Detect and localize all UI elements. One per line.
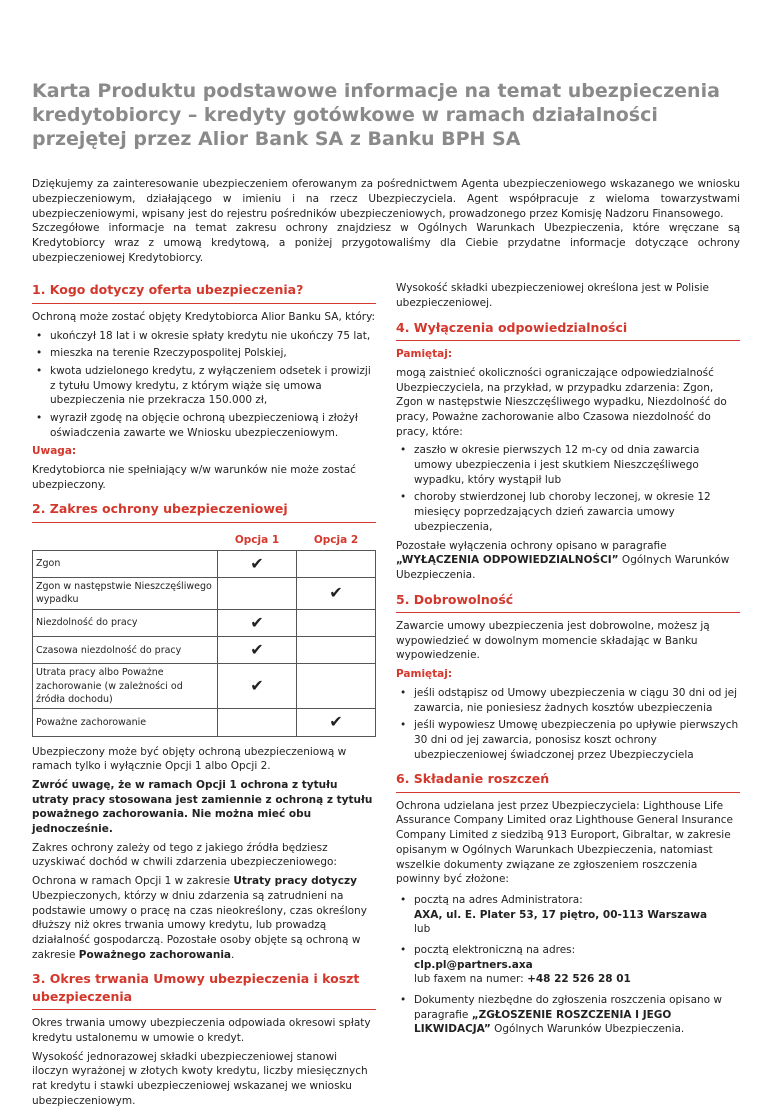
- table-cell: [297, 609, 376, 636]
- right-column: [396, 281, 740, 1112]
- paragraph: Kredytobiorca nie spełniający w/w warunków nie może zostać ubezpieczony.: [32, 464, 356, 491]
- table-cell: Zgon: [33, 550, 218, 577]
- list-item: • jeśli wypowiesz Umowę ubezpieczenia po upływie pierwszych 30 dni od jej zawarcia, ponosisz koszt ochrony ubezpieczeniowej świadczonej przez Ubezpieczyciela: [414, 718, 740, 762]
- note-label: Uwaga:: [32, 445, 77, 458]
- paragraph: Zakres ochrony zależy od tego z jakiego źródła będziesz uzyskiwać dochód w chwili zdarzenia ubezpieczeniowego:: [32, 841, 337, 869]
- fax-number: +48 22 526 28 01: [527, 973, 631, 986]
- table-row: [33, 550, 376, 577]
- exclusions-list: [396, 443, 740, 534]
- checkmark-icon: ✔: [297, 578, 376, 610]
- section-heading: 5. Dobrowolność: [396, 591, 740, 614]
- paragraph: Ochrona udzielana jest przez Ubezpieczyciela: Lighthouse Life Assurance Company Limited oraz Lighthouse General Insurance Company Limited z siedzibą 913 Europort, Gibraltar, w zakresie opisanym w Ogólnych Warunkach Ubezpieczenia, natomiast wszelkie dokumenty związane ze zgłoszeniem roszczenia powinny być złożone:: [396, 799, 733, 886]
- paragraph: Pozostałe wyłączenia ochrony opisano w paragrafie „WYŁĄCZENIA ODPOWIEDZIALNOŚCI” Ogólnych Warunków Ubezpieczenia.: [396, 539, 730, 581]
- note-label: Pamiętaj:: [396, 668, 453, 681]
- checkmark-icon: ✔: [297, 709, 376, 736]
- table-row: [33, 709, 376, 736]
- list-item: • choroby stwierdzonej lub choroby leczonej, w okresie 12 miesięcy poprzedzających dzień zawarcia umowy ubezpieczenia,: [414, 490, 740, 534]
- list-item: • mieszka na terenie Rzeczypospolitej Polskiej,: [50, 346, 376, 361]
- left-column: [32, 281, 376, 1112]
- table-row: [33, 609, 376, 636]
- section-heading: 2. Zakres ochrony ubezpieczeniowej: [32, 500, 376, 523]
- contact-electronic: • pocztą elektroniczną na adres: clp.pl@partners.axa lub faxem na numer: +48 22 526 28 01: [396, 943, 740, 987]
- checkmark-icon: ✔: [218, 664, 297, 709]
- checkmark-icon: ✔: [218, 609, 297, 636]
- table-row: [33, 664, 376, 709]
- section-heading: 4. Wyłączenia odpowiedzialności: [396, 319, 740, 342]
- paragraph: Ochroną może zostać objęty Kredytobiorca Alior Banku SA, który:: [32, 310, 376, 323]
- contact-documents: • Dokumenty niezbędne do zgłoszenia roszczenia opisano w paragrafie „ZGŁOSZENIE ROSZCZENIA I JEGO LIKWIDACJA” Ogólnych Warunków Ubezpieczenia.: [396, 993, 740, 1037]
- table-cell: [297, 550, 376, 577]
- email-address: clp.pl@partners.axa: [414, 958, 533, 971]
- checkmark-icon: ✔: [218, 637, 297, 664]
- paragraph: Wysokość jednorazowej składki ubezpieczeniowej stanowi iloczyn wyrażonej w złotych kwoty kredytu, liczby miesięcznych rat kredytu i stawki ubezpieczeniowej wskazanej we wniosku ubezpieczeniowym.: [32, 1050, 368, 1107]
- eligibility-list: [32, 329, 376, 441]
- paragraph: Ochrona w ramach Opcji 1 w zakresie Utraty pracy dotyczy Ubezpieczonych, którzy w dniu zdarzenia są zatrudnieni na podstawie umowy o pracę na czas nieokreślony, czas określony dłuższy niż okres trwania umowy kredytu, lub prowadzą działalność gospodarczą. Pozostałe osoby objęte są ochroną w zakresie Poważnego zachorowania.: [32, 875, 367, 961]
- checkmark-icon: ✔: [218, 550, 297, 577]
- paragraph: mogą zaistnieć okoliczności ograniczające odpowiedzialność Ubezpieczyciela, na przykład, w przypadku zdarzenia: Zgon, Zgon w następstwie Nieszczęśliwego wypadku, Niezdolność do pracy, Poważne zachorowanie albo Czasowa niezdolność do pracy, które:: [396, 366, 727, 438]
- table-cell: [297, 637, 376, 664]
- table-cell: Niezdolność do pracy: [33, 609, 218, 636]
- list-item: • ukończył 18 lat i w okresie spłaty kredytu nie ukończy 75 lat,: [50, 329, 376, 344]
- table-cell: [297, 664, 376, 709]
- table-cell: [218, 709, 297, 736]
- table-row: [33, 637, 376, 664]
- table-row: [33, 578, 376, 610]
- list-item: • wyraził zgodę na objęcie ochroną ubezpieczeniową i złożył oświadczenia zawarte we Wniosku ubezpieczeniowym.: [50, 411, 376, 440]
- intro-paragraph: Dziękujemy za zainteresowanie ubezpieczeniem oferowanym za pośrednictwem Agenta ubezpieczeniowego wskazanego we wniosku ubezpieczeniowym, działającego w imieniu i na rzecz Ubezpieczyciela. Agent współpracuje z wieloma towarzystwami ubezpieczeniowymi, wpisany jest do rejestru pośredników ubezpieczeniowych, prowadzonego przez Komisję Nadzoru Finansowego.: [32, 178, 740, 220]
- paragraph: Zawarcie umowy ubezpieczenia jest dobrowolne, możesz ją wypowiedzieć w dowolnym momencie składając w Banku wypowiedzenie.: [396, 620, 710, 662]
- postal-address: AXA, ul. E. Plater 53, 17 piętro, 00-113 Warszawa: [414, 908, 708, 921]
- paragraph: Wysokość składki ubezpieczeniowej określona jest w Polisie ubezpieczeniowej.: [396, 282, 709, 310]
- withdrawal-list: [396, 686, 740, 762]
- column-header: Opcja 1: [234, 533, 280, 546]
- column-header: Opcja 2: [313, 533, 359, 546]
- list-item: • jeśli odstąpisz od Umowy ubezpieczenia w ciągu 30 dni od jej zawarcia, nie poniesiesz żadnych kosztów ubezpieczenia: [414, 686, 740, 715]
- document-page: [32, 80, 740, 1112]
- paragraph: Zwróć uwagę, że w ramach Opcji 1 ochrona z tytułu utraty pracy stosowana jest zamiennie z ochroną z tytułu poważnego zachorowania. Nie można mieć obu jednocześnie.: [32, 779, 373, 836]
- table-cell: [218, 578, 297, 610]
- note-label: Pamiętaj:: [396, 348, 453, 361]
- coverage-table: [32, 531, 376, 737]
- list-item: • zaszło w okresie pierwszych 12 m-cy od dnia zawarcia umowy ubezpieczenia i jest skutkiem Nieszczęśliwego wypadku, który wystąpił lub: [414, 443, 740, 487]
- page-title: Karta Produktu podstawowe informacje na temat ubezpieczenia kredytobiorcy – kredyty gotówkowe w ramach działalności przejętej przez Alior Bank SA z Banku BPH SA: [32, 80, 720, 150]
- section-heading: 3. Okres trwania Umowy ubezpieczenia i koszt ubezpieczenia: [32, 970, 376, 1010]
- table-cell: Poważne zachorowanie: [33, 709, 218, 736]
- paragraph: Ubezpieczony może być objęty ochroną ubezpieczeniową w ramach tylko i wyłącznie Opcji 1 albo Opcji 2.: [32, 745, 347, 773]
- table-cell: Utrata pracy albo Poważne zachorowanie (w zależności od źródła dochodu): [33, 664, 218, 709]
- paragraph: Okres trwania umowy ubezpieczenia odpowiada okresowi spłaty kredytu ustalonemu w umowie o kredyt.: [32, 1017, 371, 1044]
- section-heading: 6. Składanie roszczeń: [396, 770, 740, 793]
- table-cell: Zgon w następstwie Nieszczęśliwego wypadku: [33, 578, 218, 610]
- contact-postal: • pocztą na adres Administratora: AXA, ul. E. Plater 53, 17 piętro, 00-113 Warszawa lub: [396, 893, 740, 937]
- table-cell: Czasowa niezdolność do pracy: [33, 637, 218, 664]
- intro-paragraph: Szczegółowe informacje na temat zakresu ochrony znajdziesz w Ogólnych Warunkach Ubezpieczenia, które wręczane są Kredytobiorcy wraz z umową kredytową, a poniżej przygotowaliśmy dla Ciebie przydatne informacje dotyczące ochrony ubezpieczeniowej Kredytobiorcy.: [32, 222, 740, 264]
- list-item: • kwota udzielonego kredytu, z wyłączeniem odsetek i prowizji z tytułu Umowy kredytu, z którym wiąże się umowa ubezpieczenia nie przekracza 150.000 zł,: [50, 364, 376, 408]
- section-heading: 1. Kogo dotyczy oferta ubezpieczenia?: [32, 281, 376, 304]
- intro: [32, 177, 740, 265]
